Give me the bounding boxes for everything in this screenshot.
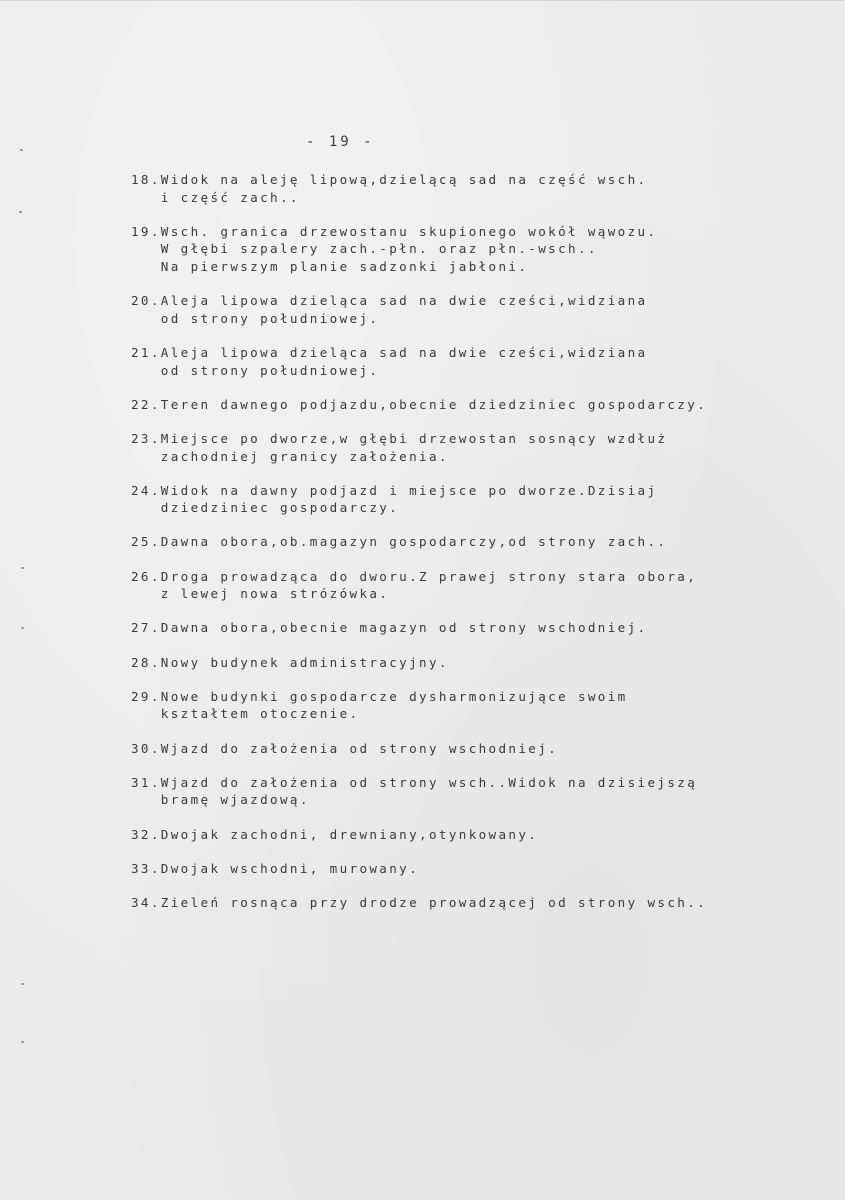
scan-speck (20, 149, 23, 151)
caption-text (161, 860, 419, 878)
caption-number: 34. (131, 894, 161, 910)
page-number: - 19 - (306, 134, 375, 150)
caption-entry (131, 774, 831, 809)
caption-text (161, 654, 449, 672)
caption-entry (131, 171, 831, 206)
caption-entry (131, 223, 831, 276)
caption-text (161, 774, 697, 809)
caption-text (161, 292, 648, 327)
caption-line: W głębi szpalery zach.-płn. oraz płn.-wsch.. (160, 241, 598, 257)
caption-entry (131, 826, 831, 844)
caption-number: 29. (131, 688, 161, 704)
caption-text (161, 430, 668, 465)
caption-number: 23. (131, 430, 161, 446)
caption-entry (131, 654, 831, 672)
caption-line: Nowy budynek administracyjny. (160, 654, 449, 670)
caption-text (161, 171, 648, 206)
caption-entry (131, 740, 831, 758)
caption-text (161, 223, 658, 276)
caption-line: Dwojak wschodni, murowany. (160, 860, 420, 876)
caption-text (161, 396, 707, 414)
caption-number: 19. (131, 223, 161, 239)
caption-number: 24. (131, 482, 161, 498)
caption-number: 22. (131, 396, 161, 412)
caption-entry (131, 688, 831, 723)
caption-entry (131, 860, 831, 878)
caption-number: 30. (131, 740, 161, 756)
caption-entry (131, 482, 831, 517)
caption-line: od strony południowej. (160, 362, 380, 378)
caption-line: dziedziniec gospodarczy. (160, 500, 400, 516)
caption-line: Wjazd do założenia od strony wschodniej. (160, 740, 559, 756)
caption-line: Widok na aleję lipową,dzielącą sad na część wsch. (160, 172, 648, 187)
caption-line: Miejsce po dworze,w głębi drzewostan sosnący wzdłuż (160, 430, 668, 446)
caption-line: Na pierwszym planie sadzonki jabłoni. (160, 258, 529, 274)
caption-line: Aleja lipowa dzieląca sad na dwie cześci,widziana (160, 344, 648, 360)
caption-number: 18. (131, 172, 161, 187)
caption-number: 27. (131, 620, 161, 636)
caption-line: z lewej nowa strózówka. (160, 586, 390, 602)
scan-speck (21, 1041, 24, 1043)
caption-entry (131, 430, 831, 465)
caption-line: Zieleń rosnąca przy drodze prowadzącej od strony wsch.. (160, 894, 708, 910)
caption-line: bramę wjazdową. (160, 792, 310, 808)
caption-text (161, 619, 648, 637)
caption-entry (131, 894, 831, 912)
caption-text (161, 482, 658, 517)
caption-number: 33. (131, 860, 161, 876)
scan-speck (21, 567, 24, 569)
caption-number: 21. (131, 344, 161, 360)
caption-line: Droga prowadząca do dworu.Z prawej strony stara obora, (160, 568, 698, 584)
caption-line: od strony południowej. (160, 310, 380, 326)
caption-entry (131, 533, 831, 551)
caption-line: Wsch. granica drzewostanu skupionego wokół wąwozu. (160, 223, 658, 239)
caption-number: 26. (131, 568, 161, 584)
caption-number: 25. (131, 534, 161, 550)
caption-number: 28. (131, 654, 161, 670)
caption-entry (131, 292, 831, 327)
caption-line: zachodniej granicy założenia. (160, 448, 449, 464)
caption-text (161, 740, 558, 758)
caption-text (161, 533, 668, 551)
caption-entry (131, 619, 831, 637)
caption-line: Dawna obora,obecnie magazyn od strony wschodniej. (160, 620, 648, 636)
caption-number: 20. (131, 293, 161, 309)
caption-line: Nowe budynki gospodarcze dysharmonizujące swoim (160, 688, 628, 704)
caption-entry (131, 344, 831, 379)
photo-caption-list (131, 171, 831, 928)
scan-speck (19, 211, 22, 213)
caption-text (161, 826, 538, 844)
caption-text (161, 688, 628, 723)
scan-speck (21, 983, 24, 985)
caption-line: Teren dawnego podjazdu,obecnie dziedziniec gospodarczy. (160, 396, 708, 412)
caption-line: Widok na dawny podjazd i miejsce po dworze.Dzisiaj (160, 482, 658, 498)
scan-speck (21, 627, 24, 629)
caption-text (161, 568, 697, 603)
caption-number: 32. (131, 826, 161, 842)
caption-entry (131, 568, 831, 603)
caption-number: 31. (131, 774, 161, 790)
caption-line: Dwojak zachodni, drewniany,otynkowany. (160, 826, 539, 842)
caption-entry (131, 396, 831, 414)
caption-line: Aleja lipowa dzieląca sad na dwie cześci,widziana (160, 293, 648, 309)
caption-line: Wjazd do założenia od strony wsch..Widok na dzisiejszą (160, 774, 698, 790)
caption-line: Dawna obora,ob.magazyn gospodarczy,od strony zach.. (160, 534, 668, 550)
caption-line: i część zach.. (160, 189, 300, 205)
caption-text (161, 894, 707, 912)
caption-line: kształtem otoczenie. (160, 706, 360, 722)
caption-text (161, 344, 648, 379)
